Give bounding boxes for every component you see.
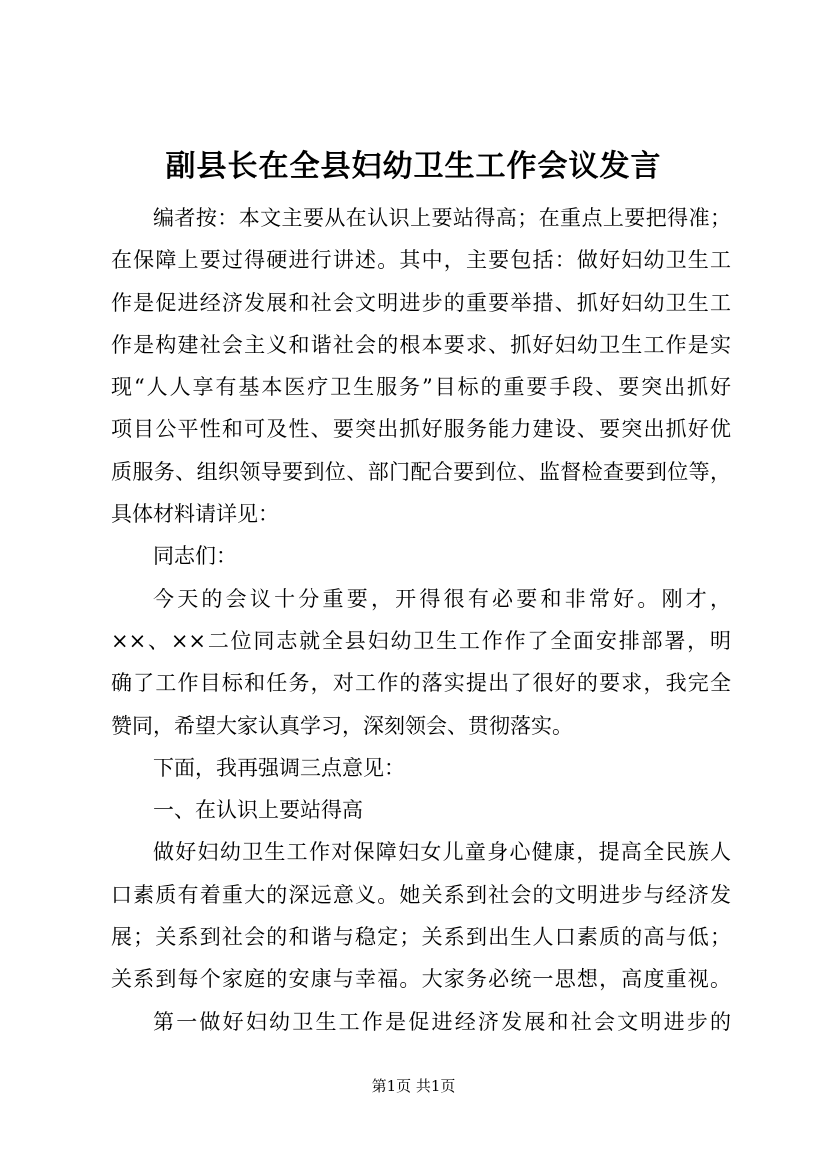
text-line: 口素质有着重大的深远意义。她关系到社会的文明进步与经济发 bbox=[111, 882, 731, 907]
document-body bbox=[111, 197, 731, 1043]
text-line: 展；关系到社会的和谐与稳定；关系到出生人口素质的高与低； bbox=[111, 925, 731, 950]
text-line: 现“人人享有基本医疗卫生服务”目标的重要手段、要突出抓好 bbox=[111, 375, 731, 400]
text-line: 今天的会议十分重要，开得很有必要和非常好。刚才， bbox=[153, 586, 731, 611]
text-line: 作是促进经济发展和社会文明进步的重要举措、抓好妇幼卫生工 bbox=[111, 290, 731, 315]
text-line: 第一做好妇幼卫生工作是促进经济发展和社会文明进步的 bbox=[153, 1009, 731, 1034]
text-line: 作是构建社会主义和谐社会的根本要求、抓好妇幼卫生工作是实 bbox=[111, 332, 731, 357]
text-line: 编者按：本文主要从在认识上要站得高；在重点上要把得准； bbox=[153, 206, 731, 230]
text-line: ××、××二位同志就全县妇幼卫生工作作了全面安排部署，明 bbox=[111, 628, 731, 653]
text-line: 下面，我再强调三点意见： bbox=[153, 755, 405, 780]
text-line: 项目公平性和可及性、要突出抓好服务能力建设、要突出抓好优 bbox=[111, 417, 731, 442]
text-line: 质服务、组织领导要到位、部门配合要到位、监督检查要到位等， bbox=[111, 459, 731, 484]
text-line: 做好妇幼卫生工作对保障妇女儿童身心健康，提高全民族人 bbox=[153, 840, 731, 865]
text-line: 确了工作目标和任务，对工作的落实提出了很好的要求，我完全 bbox=[111, 671, 731, 696]
text-line: 同志们： bbox=[153, 544, 237, 569]
text-line: 关系到每个家庭的安康与幸福。大家务必统一思想，高度重视。 bbox=[111, 967, 731, 992]
text-line: 在保障上要过得硬进行讲述。其中，主要包括：做好妇幼卫生工 bbox=[111, 248, 731, 273]
document-title: 副县长在全县妇幼卫生工作会议发言 bbox=[165, 149, 662, 184]
text-line: 赞同，希望大家认真学习，深刻领会、贯彻落实。 bbox=[111, 713, 573, 738]
text-line: 具体材料请详见： bbox=[111, 502, 279, 527]
text-line: 一、在认识上要站得高 bbox=[153, 798, 363, 823]
page-footer: 第1页 共1页 bbox=[371, 1077, 456, 1095]
